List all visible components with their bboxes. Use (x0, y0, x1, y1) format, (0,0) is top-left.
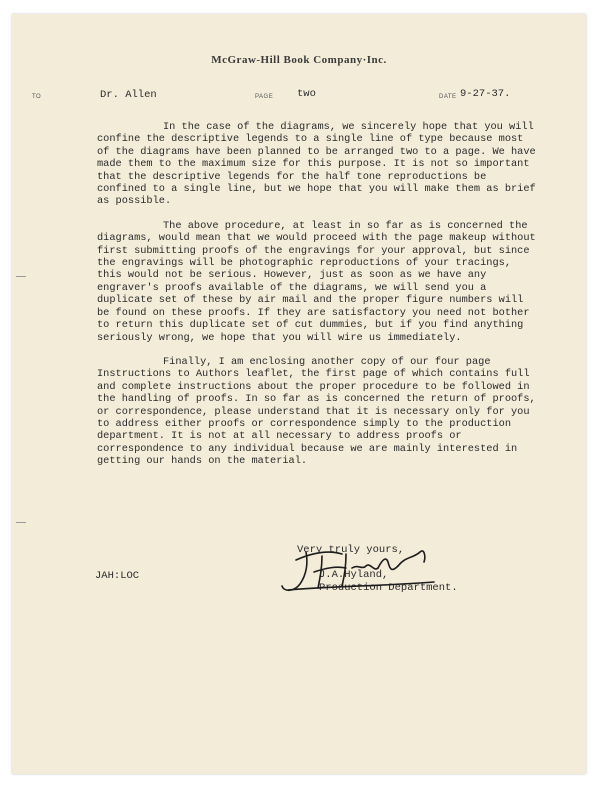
closing-salutation: Very truly yours, (297, 544, 405, 556)
page-label: PAGE (255, 94, 274, 100)
letter-page (12, 14, 586, 774)
paragraph-1: In the case of the diagrams, we sincerely hope that you will confine the descriptive legends to a single line of type because most of the diagrams have been planned to be arranged two to a page. We have made them to the maximum size for this purpose. It is not so important that the descriptive legends for the half tone reproductions be confined to a single line, but we hope that you will make them as brief as possible. (97, 121, 536, 208)
fold-mark-bottom (16, 522, 26, 523)
page-number: two (297, 88, 316, 100)
to-label: TO (32, 94, 42, 100)
typist-initials: JAH:LOC (95, 570, 140, 582)
signer-name: J.A.Hyland, (319, 569, 389, 581)
letter-date: 9-27-37. (460, 88, 511, 100)
paragraph-2: The above procedure, at least in so far as is concerned the diagrams, would mean that we would proceed with the page makeup without first submitting proofs of the engravings for your approval, but since the engravings will be photographic reproductions of your tracings, this would not be serious. However, just as soon as we have any engraver's proofs available of the diagrams, we will send you a duplicate set of these by air mail and the proper figure numbers will be found on these proofs. If they are satisfactory you need not bother to return this duplicate set of cut dummies, but if you find anything seriously wrong, we hope that you will wire us immediately. (97, 219, 536, 344)
handwritten-signature (274, 542, 444, 597)
letter-body (97, 121, 537, 480)
date-label: DATE (439, 94, 457, 100)
signer-department: Production Department. (319, 582, 458, 594)
paragraph-3: Finally, I am enclosing another copy of our four page Instructions to Authors leaflet, the first page of which contains full and complete instructions about the proper procedure to be followed in the handling of proofs. In so far as is concerned the return of proofs, or correspondence, please understand that it is necessary only for you to address either proofs or correspondence simply to the production department. It is not at all necessary to address proofs or correspondence to any individual because we are mainly interested in getting our hands on the material. (97, 355, 536, 468)
fold-mark-top (16, 276, 26, 277)
letterhead: McGraw-Hill Book Company·Inc. (211, 54, 387, 66)
recipient-name: Dr. Allen (100, 89, 157, 101)
